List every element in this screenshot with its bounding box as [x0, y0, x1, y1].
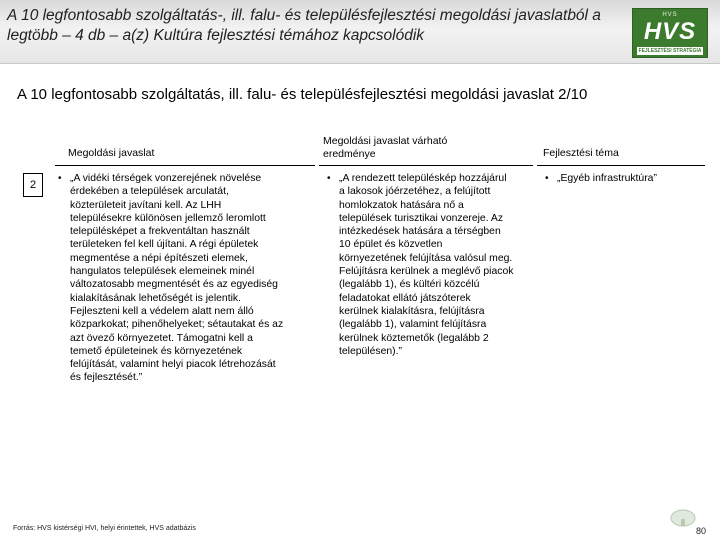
logo-small-text: HVS — [662, 12, 678, 18]
hvs-logo — [632, 8, 708, 58]
theme-text: „Egyéb infrastruktúra” — [557, 173, 657, 184]
column-header-expected-result: Megoldási javaslat várható eredménye — [323, 135, 448, 160]
header-rule-proposal — [55, 165, 315, 166]
expected-result-text: „A rendezett településkép hozzájárul a lakosok jóérzetéhez, a felújított homlokzatok hatására nő a települések turisztikai vonzereje. Az intézkedések hatására a térségben 10 épület és közvetlen környezetének felújítása valósul meg. Felújításra kerülnek a meglévő piacok (legalább 1), és kültéri közcélú feladatokat ellátó játszóterek kerülnek kialakításra, felújításra (legalább 1), valamint felújításra kerülnek köztemetők (legalább 2 településen).” — [339, 173, 514, 357]
page-number: 80 — [696, 526, 707, 536]
decorative-tree-icon — [670, 508, 696, 528]
logo-main-text: HVS — [643, 18, 697, 45]
page-subtitle: A 10 legfontosabb szolgáltatás, ill. falu- és településfejlesztési megoldási javaslat 2/10 — [17, 86, 588, 103]
header-title: A 10 legfontosabb szolgáltatás-, ill. falu- és településfejlesztési megoldási javaslatból a legtöbb – 4 db – a(z) Kultúra fejlesztési témához kapcsolódik — [7, 7, 601, 44]
header-rule-theme — [537, 165, 705, 166]
bullet-icon: • — [58, 173, 62, 184]
header-banner — [0, 0, 720, 64]
logo-sub-text: FEJLESZTÉSI STRATÉGIA — [638, 48, 702, 54]
row-number-badge: 2 — [23, 173, 43, 197]
bullet-icon: • — [545, 173, 549, 184]
bullet-icon: • — [327, 173, 331, 184]
logo-bar — [637, 47, 703, 55]
source-footer: Forrás: HVS kistérségi HVI, helyi érintettek, HVS adatbázis — [13, 525, 196, 532]
header-rule-result — [319, 165, 533, 166]
proposal-text: „A vidéki térségek vonzerejének növelése érdekében a települések arculatát, közterületeit javítani kell. Az LHH településekre különösen jellemző leromlott településképet a frekventáltan használt területeken fel kell újítani. A régi épületek megmentése a népi építészeti elemek, hangulatos települések elemeinek minél változatosabb megmentését és az egyediség kialakításának lehetőségét is jelentik. Fejleszteni kell a védelem alatt nem álló közparkokat; pihenőhelyeket; sétautakat és az azt övező környezetet. Támogatni kell a temető épületeinek és környezetének felújítását, valamint helyi piacok létrehozását és fejlesztését.” — [70, 173, 284, 384]
column-header-theme: Fejlesztési téma — [543, 147, 619, 159]
column-header-proposal: Megoldási javaslat — [68, 147, 155, 159]
